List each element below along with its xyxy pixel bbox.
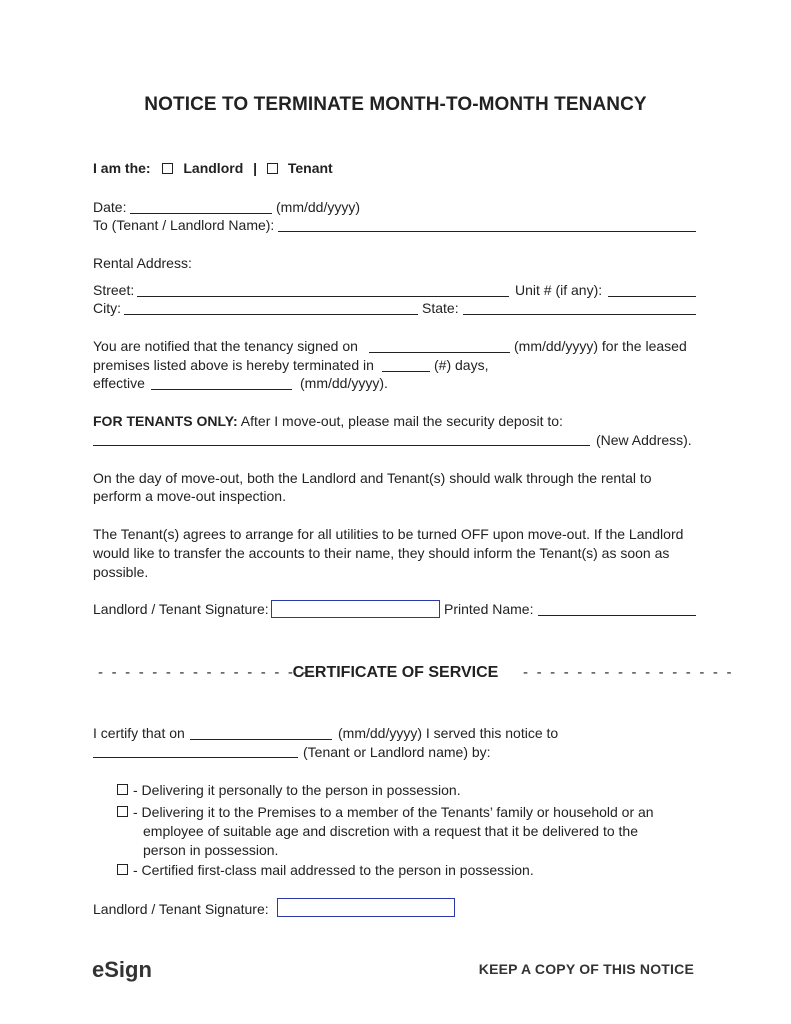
date-hint: (mm/dd/yyyy) xyxy=(276,199,360,215)
utilities-line-1: The Tenant(s) agrees to arrange for all utilities to be turned OFF upon move-out. If the Landlord xyxy=(93,526,684,542)
notice-line-3-a: effective xyxy=(93,375,145,391)
option-premises-text-1: - Delivering it to the Premises to a member of the Tenants’ family or household or an xyxy=(133,804,654,820)
tenants-only-heading: FOR TENANTS ONLY: xyxy=(93,413,238,429)
keep-copy-notice: KEEP A COPY OF THIS NOTICE xyxy=(478,961,694,977)
street-label: Street: xyxy=(93,282,135,298)
utilities-line-2: would like to transfer the accounts to their name, they should inform the Tenant(s) as soon as xyxy=(93,545,670,561)
option-premises-text-2: employee of suitable age and discretion with a request that it be delivered to the xyxy=(143,823,638,839)
state-label: State: xyxy=(422,300,459,316)
certificate-signature-label: Landlord / Tenant Signature: xyxy=(93,901,269,917)
option-premises-text-3: person in possession. xyxy=(143,842,279,858)
tenants-only-text: After I move-out, please mail the security deposit to: xyxy=(240,413,563,429)
option-personal-checkbox[interactable] xyxy=(117,784,128,795)
tenant-checkbox[interactable] xyxy=(267,163,278,174)
document-title: NOTICE TO TERMINATE MONTH-TO-MONTH TENANCY xyxy=(144,94,647,115)
city-field[interactable] xyxy=(124,314,418,315)
signature-label: Landlord / Tenant Signature: xyxy=(93,601,269,617)
notice-line-1-b: (mm/dd/yyyy) for the leased xyxy=(514,338,687,354)
tenancy-signed-date-field[interactable] xyxy=(369,352,510,353)
option-personal-text: - Delivering it personally to the person in possession. xyxy=(133,782,461,798)
notice-line-3-b: (mm/dd/yyyy). xyxy=(300,375,388,391)
certify-line-a: I certify that on xyxy=(93,725,185,741)
new-address-field[interactable] xyxy=(93,445,590,446)
utilities-line-3: possible. xyxy=(93,564,149,580)
notice-line-2-a: premises listed above is hereby terminated in xyxy=(93,357,374,373)
to-name-field[interactable] xyxy=(278,231,696,232)
role-separator: | xyxy=(253,160,258,176)
printed-name-label: Printed Name: xyxy=(444,601,534,617)
tenant-label: Tenant xyxy=(287,160,333,176)
new-address-label: (New Address). xyxy=(596,432,692,448)
landlord-checkbox[interactable] xyxy=(162,163,173,174)
certificate-signature-field[interactable] xyxy=(277,898,455,917)
date-label: Date: xyxy=(93,199,127,215)
option-premises-checkbox[interactable] xyxy=(117,806,128,817)
printed-name-field[interactable] xyxy=(538,615,696,616)
esign-logo: eSign xyxy=(92,957,152,982)
walkthrough-line-2: perform a move-out inspection. xyxy=(93,488,286,504)
dashes-right: - - - - - - - - - - - - - - - - xyxy=(523,664,734,681)
option-mail-text: - Certified first-class mail addressed to the person in possession. xyxy=(133,862,534,878)
certificate-heading: CERTIFICATE OF SERVICE xyxy=(292,664,499,681)
role-row xyxy=(93,159,333,177)
state-field[interactable] xyxy=(463,314,696,315)
city-label: City: xyxy=(93,300,121,316)
unit-field[interactable] xyxy=(608,296,696,297)
served-by-label: (Tenant or Landlord name) by: xyxy=(303,744,491,760)
role-label: I am the: xyxy=(93,160,151,176)
landlord-label: Landlord xyxy=(183,160,244,176)
date-field[interactable] xyxy=(130,213,272,214)
rental-address-label: Rental Address: xyxy=(93,255,192,271)
served-date-field[interactable] xyxy=(190,739,332,740)
street-field[interactable] xyxy=(137,296,509,297)
to-label: To (Tenant / Landlord Name): xyxy=(93,217,275,233)
certify-line-b: (mm/dd/yyyy) I served this notice to xyxy=(338,725,559,741)
signature-field[interactable] xyxy=(271,600,440,618)
option-mail-checkbox[interactable] xyxy=(117,864,128,875)
notice-line-2-b: (#) days, xyxy=(434,357,489,373)
served-name-field[interactable] xyxy=(93,757,298,758)
tenants-only-row xyxy=(93,412,563,430)
notice-line-1-a: You are notified that the tenancy signed on xyxy=(93,338,358,354)
unit-label: Unit # (if any): xyxy=(515,282,603,298)
dashes-left: - - - - - - - - - - - - - - - - xyxy=(98,664,309,681)
walkthrough-line-1: On the day of move-out, both the Landlord and Tenant(s) should walk through the rental to xyxy=(93,470,652,486)
days-field[interactable] xyxy=(382,371,430,372)
effective-date-field[interactable] xyxy=(151,389,292,390)
